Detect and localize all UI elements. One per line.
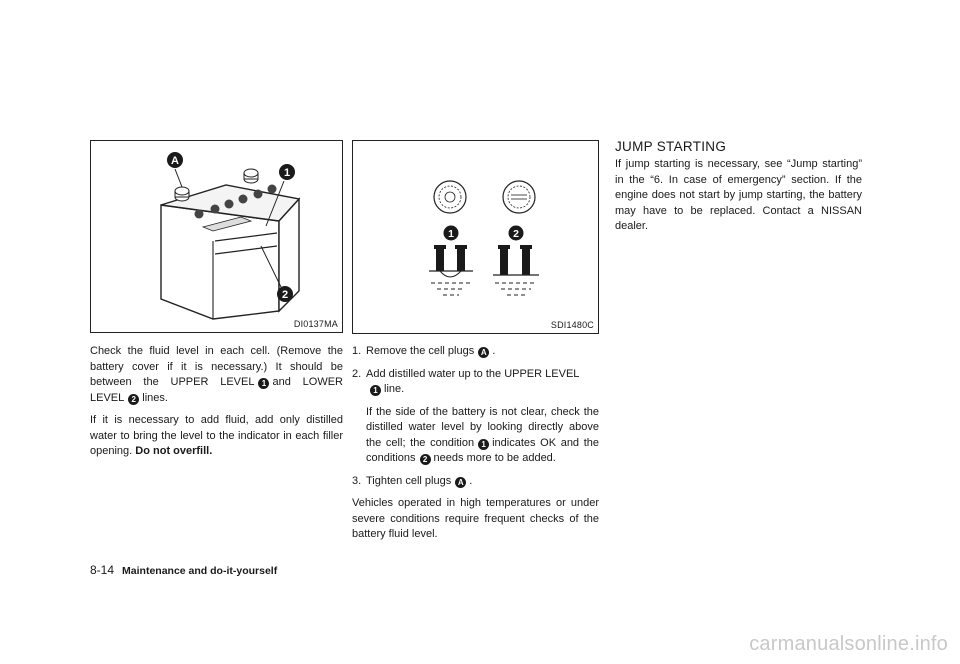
- callout-badge-a: A: [478, 347, 489, 358]
- right-column: [615, 139, 862, 235]
- step-3: 3. Tighten cell plugs A .: [352, 474, 473, 487]
- middle-column: [352, 140, 599, 543]
- callout-badge-2: 2: [420, 454, 431, 465]
- page-footer: [90, 563, 277, 577]
- callout-2: 2: [513, 228, 519, 240]
- cell-level-illustration: [352, 140, 599, 334]
- callout-badge-2: 2: [128, 394, 139, 405]
- severe-conditions-paragraph: Vehicles operated in high temperatures or under severe conditions require frequent checks of the battery fluid level.: [352, 497, 599, 540]
- callout-badge-a: A: [455, 477, 466, 488]
- watermark: carmanualsonline.info: [749, 633, 948, 655]
- figure-code: SDI1480C: [550, 320, 594, 330]
- section-heading: JUMP STARTING: [615, 139, 727, 154]
- add-fluid-paragraph: If it is necessary to add fluid, add only distilled water to bring the level to the indicator in each filler opening. Do not overfill.: [90, 414, 343, 457]
- callout-1: 1: [448, 228, 454, 240]
- callout-badge-1: 1: [370, 385, 381, 396]
- left-column: [90, 140, 343, 460]
- warning-text: Do not overfill.: [135, 445, 213, 457]
- callout-a: A: [171, 155, 179, 167]
- jump-starting-paragraph: If jump starting is necessary, see “Jump starting” in the “6. In case of emergency” section. If the engine does not start by jump starting, the battery may have to be replaced. Contact a NISSAN dealer.: [615, 158, 862, 232]
- battery-drawing: [91, 141, 342, 332]
- callout-2: 2: [281, 289, 289, 301]
- figure-code: DI0137MA: [293, 319, 338, 329]
- callout-1: 1: [283, 167, 291, 179]
- page-number: 8-14: [90, 563, 115, 577]
- step-2: 2. Add distilled water up to the UPPER LEVEL 1 line.: [352, 367, 580, 395]
- section-title: Maintenance and do-it-yourself: [122, 565, 278, 577]
- fluid-check-paragraph: Check the fluid level in each cell. (Remove the battery cover if it is necessary.) It should be between the UPPER LEVEL 1 and LOWER LEVEL 2 lines.: [90, 345, 343, 404]
- callout-badge-1: 1: [258, 378, 269, 389]
- cell-level-drawing: [353, 141, 598, 333]
- step-2-detail: If the side of the battery is not clear, check the distilled water level by looking directly above the cell; the condition 1 indicates OK and the conditions 2 needs more to be added.: [366, 405, 599, 464]
- battery-illustration: [90, 140, 343, 333]
- callout-badge-1: 1: [478, 439, 489, 450]
- step-1: 1. Remove the cell plugs A .: [352, 345, 496, 357]
